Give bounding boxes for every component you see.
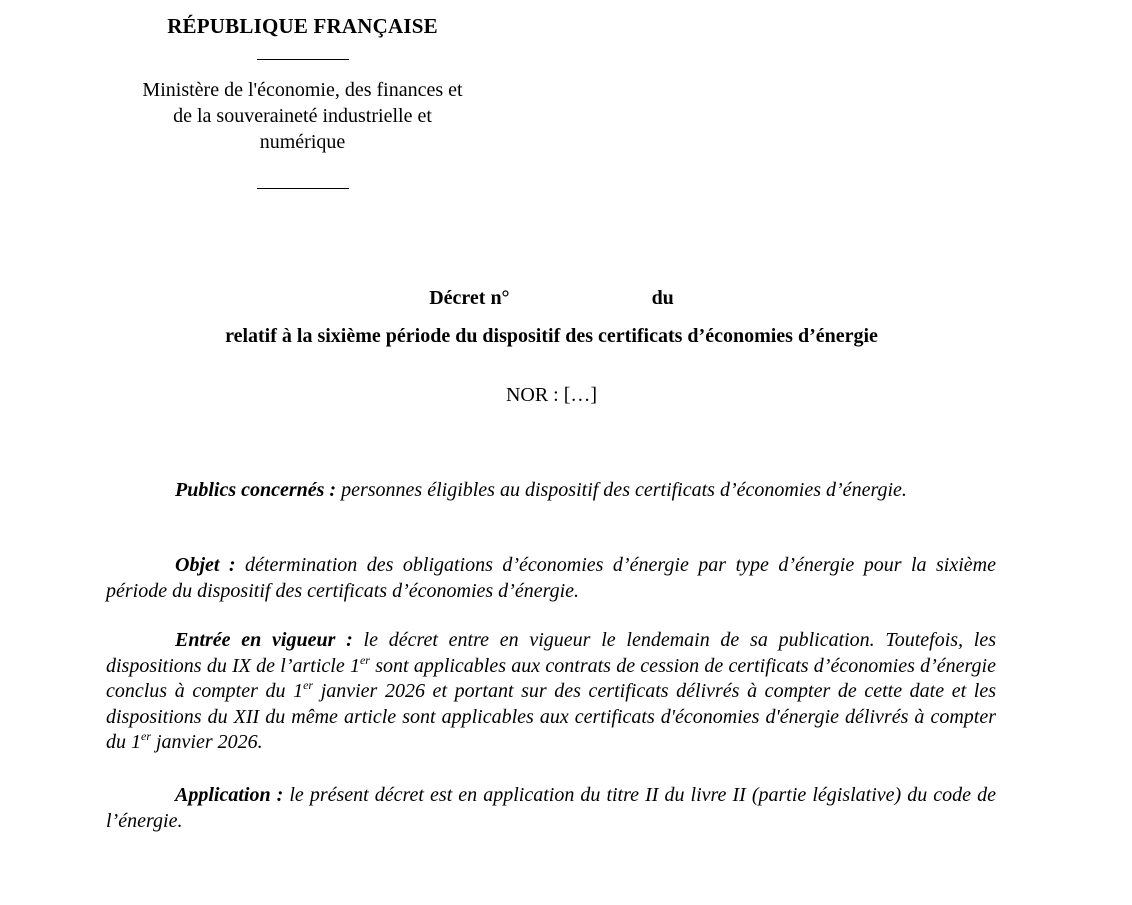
decree-title bbox=[0, 284, 1103, 312]
entree-text: sont applicables aux contrats de cession de certificats d’économies d’énergie conclus à compter du 1 bbox=[106, 654, 996, 702]
entree-text: janvier 2026. bbox=[151, 731, 263, 753]
ministry-line: numérique bbox=[259, 131, 346, 153]
ordinal-superscript: er bbox=[141, 729, 151, 743]
entree-text: le décret entre en vigueur le lendemain de sa publication. Toutefois, les dispositions du IX de l’article 1 bbox=[106, 629, 996, 677]
ordinal-superscript: er bbox=[303, 678, 314, 692]
notice-objet bbox=[106, 553, 996, 604]
notice-publics-concernes bbox=[106, 478, 996, 504]
ministry-divider bbox=[257, 188, 349, 189]
issuer-header bbox=[100, 12, 505, 189]
objet-text: détermination des obligations d’économies d’énergie par type d’énergie pour la sixième période du dispositif des certificats d’économies d’énergie. bbox=[106, 554, 996, 602]
application-text: le présent décret est en application du titre II du livre II (partie législative) du code de l’énergie. bbox=[106, 784, 996, 832]
publics-label: Publics concernés : bbox=[175, 479, 337, 501]
decree-subject: relatif à la sixième période du dispositif des certificats d’économies d’énergie bbox=[225, 325, 878, 347]
ministry-line: de la souveraineté industrielle et bbox=[173, 105, 432, 127]
decree-date-label: du bbox=[651, 287, 674, 309]
application-label: Application : bbox=[175, 784, 284, 806]
republic-heading: RÉPUBLIQUE FRANÇAISE bbox=[167, 14, 438, 38]
ordinal-superscript: er bbox=[359, 652, 370, 667]
notice-application bbox=[106, 783, 996, 834]
publics-text: personnes éligibles au dispositif des certificats d’économies d’énergie. bbox=[336, 479, 907, 501]
header-divider bbox=[257, 59, 349, 60]
ministry-name bbox=[100, 77, 505, 155]
nor-reference: NOR : […] bbox=[505, 384, 598, 406]
entree-text: janvier 2026 et portant sur des certificats délivrés à compter de cette date et les dispositions du XII du même article sont applicables aux certificats d'économies d'énergie délivrés à compter du 1 bbox=[106, 680, 996, 753]
ministry-line: Ministère de l'économie, des finances et bbox=[142, 79, 463, 101]
entree-label: Entrée en vigueur : bbox=[175, 629, 353, 651]
objet-label: Objet : bbox=[175, 554, 236, 576]
notice-entree-en-vigueur bbox=[106, 628, 996, 756]
decree-number-label: Décret n° bbox=[429, 287, 510, 309]
